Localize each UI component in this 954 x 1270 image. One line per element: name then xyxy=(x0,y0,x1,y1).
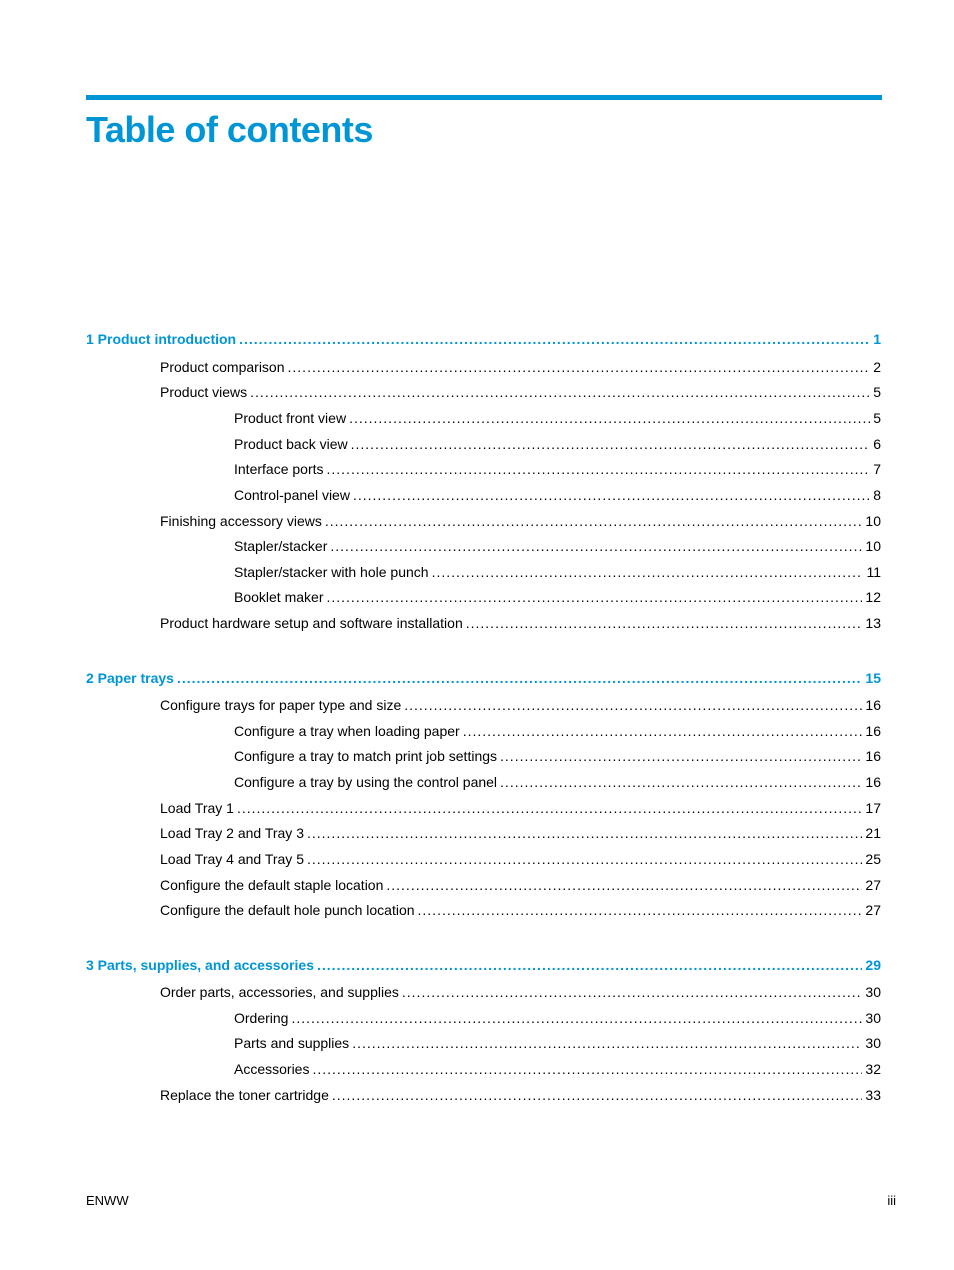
toc-entry-label: 3 Parts, supplies, and accessories xyxy=(86,957,315,973)
toc-entry-label: Order parts, accessories, and supplies xyxy=(160,984,399,1000)
toc-entry-label: Control-panel view xyxy=(234,487,350,503)
footer-page-number: iii xyxy=(887,1193,896,1208)
toc-entry-page: 7 xyxy=(873,461,881,477)
toc-entry-page: 13 xyxy=(865,615,881,631)
toc-leader xyxy=(317,956,862,974)
toc-leader xyxy=(500,747,862,765)
toc-leader xyxy=(307,850,862,868)
toc-leader xyxy=(349,409,870,427)
toc-entry-subsection[interactable] xyxy=(234,563,881,581)
toc-entry-label: Parts and supplies xyxy=(234,1035,350,1051)
toc-leader xyxy=(326,588,862,606)
toc-leader xyxy=(500,773,862,791)
toc-entry-section[interactable] xyxy=(160,876,881,894)
toc-entry-page: 16 xyxy=(865,697,881,713)
toc-entry-page: 2 xyxy=(873,359,881,375)
toc-leader xyxy=(288,358,871,376)
toc-entry-subsection[interactable] xyxy=(234,435,881,453)
toc-leader xyxy=(432,563,864,581)
toc-entry-page: 10 xyxy=(865,538,881,554)
toc-entry-page: 27 xyxy=(865,902,881,918)
toc-entry-page: 16 xyxy=(865,723,881,739)
toc-entry-section[interactable] xyxy=(160,850,881,868)
toc-leader xyxy=(291,1009,862,1027)
toc-entry-page: 27 xyxy=(865,877,881,893)
toc-entry-label: Load Tray 1 xyxy=(160,800,234,816)
toc-entry-page: 30 xyxy=(865,1035,881,1051)
toc-entry-section[interactable] xyxy=(160,901,881,919)
toc-entry-section[interactable] xyxy=(160,1086,881,1104)
toc-entry-section[interactable] xyxy=(160,696,881,714)
title-rule xyxy=(86,95,882,100)
toc-entry-label: Configure a tray when loading paper xyxy=(234,723,460,739)
toc-entry-subsection[interactable] xyxy=(234,773,881,791)
toc-entry-subsection[interactable] xyxy=(234,409,881,427)
toc-entry-label: Configure a tray to match print job settings xyxy=(234,748,498,764)
toc-entry-subsection[interactable] xyxy=(234,537,881,555)
toc-leader xyxy=(177,669,862,687)
toc-entry-page: 5 xyxy=(873,410,881,426)
toc-entry-subsection[interactable] xyxy=(234,1060,881,1078)
toc-entry-page: 6 xyxy=(873,436,881,452)
toc-entry-section[interactable] xyxy=(160,799,881,817)
toc-leader xyxy=(332,1086,863,1104)
toc-entry-page: 25 xyxy=(865,851,881,867)
toc-entry-subsection[interactable] xyxy=(234,747,881,765)
toc-entry-subsection[interactable] xyxy=(234,1009,881,1027)
toc-entry-subsection[interactable] xyxy=(234,460,881,478)
toc-entry-page: 30 xyxy=(865,1010,881,1026)
toc-entry-page: 21 xyxy=(865,825,881,841)
toc-leader xyxy=(330,537,862,555)
toc-entry-page: 8 xyxy=(873,487,881,503)
toc-leader xyxy=(386,876,862,894)
toc-leader xyxy=(353,486,870,504)
toc-entry-chapter[interactable] xyxy=(86,669,881,687)
toc-leader xyxy=(239,330,870,348)
toc-entry-section[interactable] xyxy=(160,358,881,376)
toc-leader xyxy=(404,696,862,714)
toc-entry-subsection[interactable] xyxy=(234,588,881,606)
toc-leader xyxy=(250,383,870,401)
toc-entry-label: Configure a tray by using the control panel xyxy=(234,774,498,790)
toc-entry-label: 1 Product introduction xyxy=(86,331,237,347)
toc-entry-page: 33 xyxy=(865,1087,881,1103)
toc-entry-section[interactable] xyxy=(160,614,881,632)
toc-entry-page: 30 xyxy=(865,984,881,1000)
toc-entry-page: 17 xyxy=(865,800,881,816)
toc-entry-label: Product views xyxy=(160,384,248,400)
toc-entry-label: Stapler/stacker with hole punch xyxy=(234,564,429,580)
page-title: Table of contents xyxy=(86,109,373,150)
toc-entry-section[interactable] xyxy=(160,983,881,1001)
toc-entry-subsection[interactable] xyxy=(234,1034,881,1052)
toc-leader xyxy=(307,824,862,842)
toc-leader xyxy=(352,1034,862,1052)
toc-entry-page: 12 xyxy=(865,589,881,605)
toc-entry-label: Load Tray 4 and Tray 5 xyxy=(160,851,304,867)
toc-entry-page: 5 xyxy=(873,384,881,400)
toc-entry-section[interactable] xyxy=(160,383,881,401)
toc-leader xyxy=(402,983,863,1001)
toc-entry-section[interactable] xyxy=(160,824,881,842)
toc-entry-label: Ordering xyxy=(234,1010,289,1026)
toc-entry-section[interactable] xyxy=(160,512,881,530)
toc-entry-label: Product front view xyxy=(234,410,347,426)
toc-leader xyxy=(351,435,871,453)
toc-leader xyxy=(463,722,863,740)
toc-entry-page: 15 xyxy=(865,670,881,686)
toc-entry-page: 32 xyxy=(865,1061,881,1077)
toc-leader xyxy=(325,512,863,530)
toc-entry-label: Stapler/stacker xyxy=(234,538,328,554)
toc-entry-label: Product back view xyxy=(234,436,348,452)
toc-entry-label: 2 Paper trays xyxy=(86,670,174,686)
toc-entry-page: 1 xyxy=(873,331,881,347)
toc-leader xyxy=(312,1060,862,1078)
toc-leader xyxy=(418,901,863,919)
toc-entry-label: Finishing accessory views xyxy=(160,513,322,529)
toc-entry-label: Product hardware setup and software installation xyxy=(160,615,463,631)
toc-entry-label: Accessories xyxy=(234,1061,310,1077)
toc-entry-subsection[interactable] xyxy=(234,486,881,504)
toc-entry-label: Booklet maker xyxy=(234,589,324,605)
toc-entry-label: Interface ports xyxy=(234,461,324,477)
toc-entry-page: 16 xyxy=(865,774,881,790)
toc-entry-page: 16 xyxy=(865,748,881,764)
toc-entry-label: Replace the toner cartridge xyxy=(160,1087,329,1103)
toc-entry-label: Configure trays for paper type and size xyxy=(160,697,402,713)
toc-leader xyxy=(237,799,862,817)
toc-entry-chapter[interactable] xyxy=(86,956,881,974)
toc-entry-page: 10 xyxy=(865,513,881,529)
toc-leader xyxy=(466,614,863,632)
toc-entry-label: Configure the default staple location xyxy=(160,877,384,893)
toc-entry-chapter[interactable] xyxy=(86,330,881,348)
toc-entry-page: 11 xyxy=(866,564,881,580)
toc-leader xyxy=(327,460,871,478)
toc-entry-subsection[interactable] xyxy=(234,722,881,740)
footer-left-label: ENWW xyxy=(86,1193,129,1208)
toc-entry-label: Load Tray 2 and Tray 3 xyxy=(160,825,304,841)
toc-entry-label: Product comparison xyxy=(160,359,285,375)
toc-entry-page: 29 xyxy=(865,957,881,973)
toc-entry-label: Configure the default hole punch location xyxy=(160,902,415,918)
